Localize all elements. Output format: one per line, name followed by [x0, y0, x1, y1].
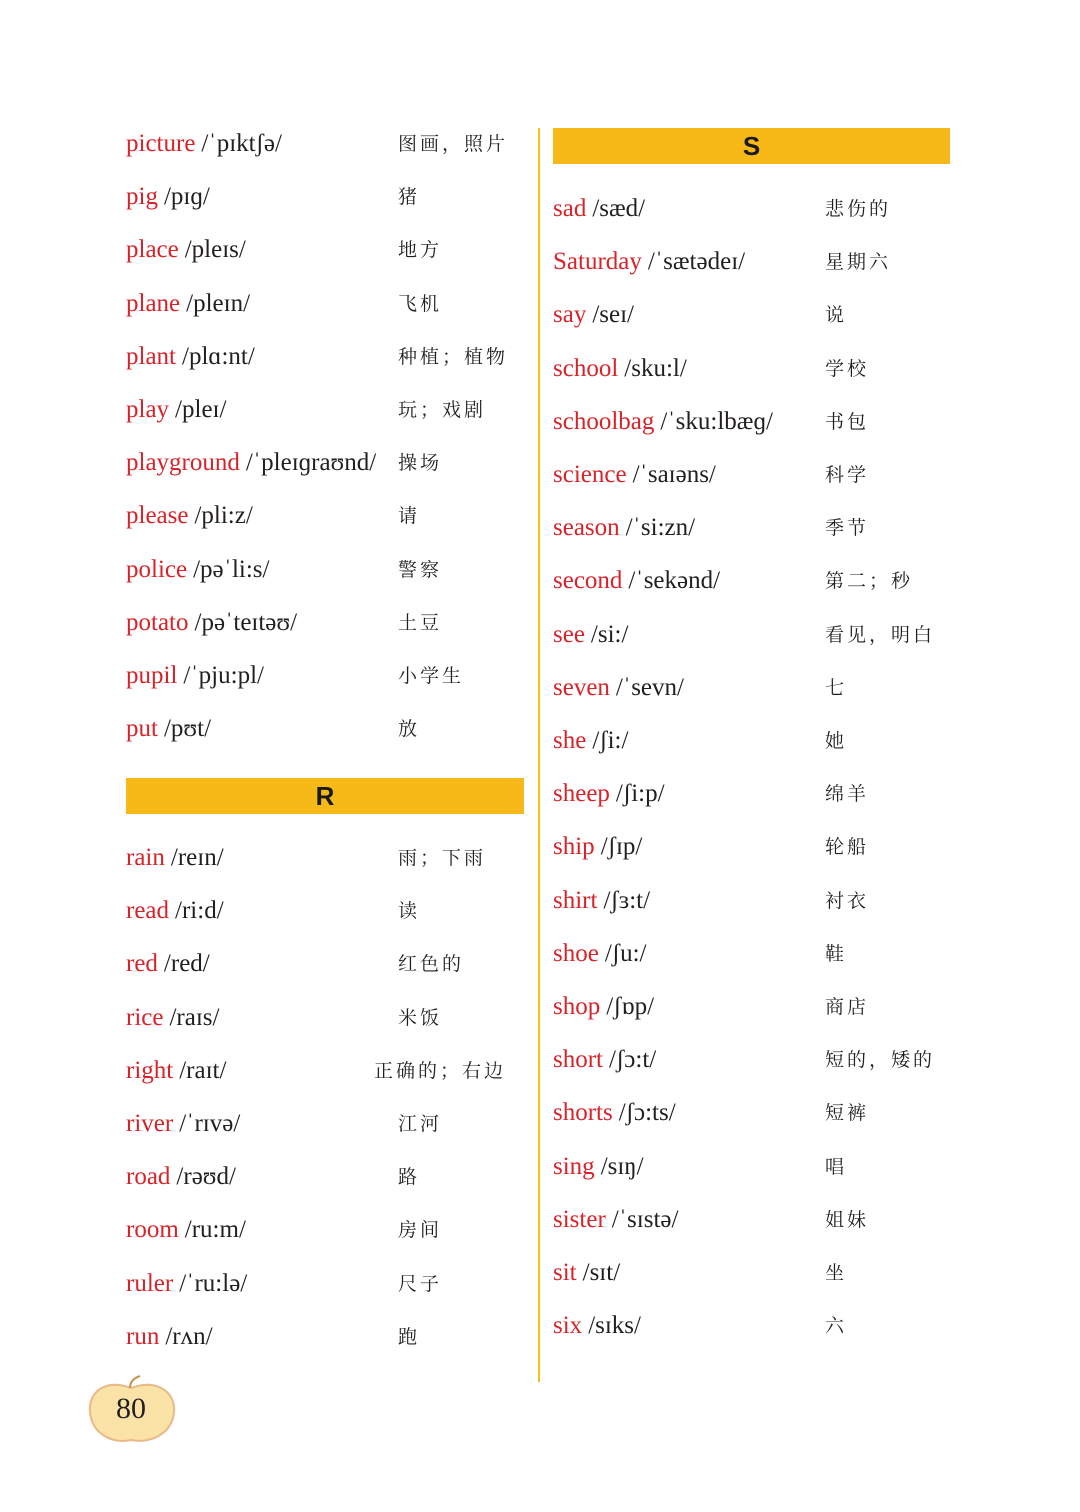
entry-phonetic: /raɪs/: [169, 1003, 220, 1031]
entry-meaning: 星期六: [825, 251, 892, 274]
entry-word: sing: [553, 1152, 595, 1180]
entry-word: red: [126, 950, 158, 978]
entry-phonetic: /ˈsekənd/: [628, 567, 721, 595]
entry-word: put: [126, 715, 158, 743]
entry-phonetic: /ˈpleɪɡraʊnd/: [245, 449, 377, 477]
entry-word: potato: [126, 608, 189, 636]
vocab-entry: [553, 349, 953, 389]
entry-word: schoolbag: [553, 407, 655, 435]
entry-word: sheep: [553, 780, 610, 808]
entry-meaning: 坐: [825, 1262, 848, 1284]
entry-phonetic: /red/: [163, 950, 210, 978]
entry-meaning: 地方: [398, 239, 443, 262]
entry-word: second: [553, 567, 623, 595]
entry-meaning: 轮船: [825, 836, 870, 859]
entry-meaning: 悲伤的: [825, 198, 892, 220]
vocab-entry: [553, 1040, 953, 1080]
entry-word: ruler: [126, 1269, 174, 1297]
vocab-entry: [553, 508, 953, 548]
entry-meaning: 商店: [825, 996, 870, 1018]
entry-phonetic: /ˈsku:lbæɡ/: [660, 407, 773, 435]
entry-phonetic: /ʃi:p/: [615, 780, 665, 808]
entry-word: short: [553, 1046, 603, 1074]
entry-meaning: 第二；秒: [825, 570, 914, 593]
vocab-entry: [126, 284, 526, 324]
entry-word: pig: [126, 183, 158, 211]
vocab-entry: [126, 838, 526, 878]
vocab-entry: [126, 944, 526, 984]
entry-meaning: 六: [825, 1315, 848, 1338]
entry-phonetic: /rəʊd/: [176, 1163, 236, 1191]
entry-word: rice: [126, 1003, 164, 1031]
entry-phonetic: /pʊt/: [163, 715, 212, 743]
page-number-badge: [86, 1374, 176, 1446]
entry-word: river: [126, 1110, 174, 1137]
vocab-entry: [553, 987, 953, 1027]
entry-word: sad: [553, 195, 587, 222]
entry-meaning: 正确的；右边: [374, 1059, 507, 1082]
vocab-entry: [126, 1051, 526, 1091]
vocab-entry: [553, 242, 953, 282]
entry-meaning: 她: [825, 730, 848, 752]
vocab-entry: [126, 891, 526, 931]
vocab-entry: [553, 881, 953, 921]
vocab-entry: [126, 603, 526, 643]
entry-phonetic: /ˈpju:pl/: [183, 662, 264, 689]
entry-phonetic: /ri:d/: [175, 897, 224, 925]
vocab-entry: [126, 1210, 526, 1250]
entry-word: run: [126, 1322, 160, 1350]
entry-word: see: [553, 620, 585, 648]
entry-word: plane: [126, 289, 181, 317]
vocab-entry: [126, 1264, 526, 1304]
entry-meaning: 唱: [825, 1155, 848, 1178]
vocab-entry: [126, 998, 526, 1038]
entry-phonetic: /pəˈteɪtəʊ/: [194, 608, 298, 636]
entry-meaning: 种植；植物: [398, 345, 509, 368]
entry-meaning: 操场: [398, 452, 443, 475]
entry-meaning: 鞋: [825, 942, 848, 965]
entry-word: Saturday: [553, 248, 642, 276]
vocab-entry: [126, 656, 526, 696]
entry-meaning: 绵羊: [825, 783, 870, 806]
column-divider: [538, 128, 540, 1382]
vocab-entry: [126, 443, 526, 483]
vocab-entry: [126, 124, 526, 164]
vocab-entry: [553, 1093, 953, 1133]
entry-phonetic: /ʃi:/: [592, 727, 629, 754]
entry-phonetic: /ˈpɪktʃə/: [201, 130, 282, 157]
vocab-entry: [126, 496, 526, 536]
entry-meaning: 放: [398, 718, 421, 741]
entry-word: sister: [553, 1205, 606, 1233]
entry-phonetic: /ˈsɪstə/: [611, 1205, 679, 1233]
entry-meaning: 飞机: [398, 292, 443, 315]
entry-meaning: 房间: [398, 1219, 443, 1242]
vocab-entry: [553, 189, 953, 229]
vocab-entry: [553, 561, 953, 601]
entry-meaning: 雨；下雨: [398, 847, 487, 869]
entry-phonetic: /reɪn/: [170, 844, 224, 871]
entry-word: shirt: [553, 886, 598, 914]
entry-meaning: 跑: [398, 1325, 421, 1348]
entry-word: say: [553, 301, 587, 329]
entry-meaning: 小学生: [398, 665, 465, 687]
entry-phonetic: /ʃɪp/: [600, 833, 643, 861]
vocab-entry: [553, 934, 953, 974]
entry-phonetic: /rʌn/: [165, 1322, 213, 1350]
page-number: 80: [116, 1392, 146, 1425]
vocab-entry: [553, 1200, 953, 1240]
entry-meaning: 书包: [825, 410, 870, 433]
entry-word: season: [553, 514, 620, 542]
entry-phonetic: /sɪt/: [582, 1259, 621, 1286]
entry-word: picture: [126, 130, 196, 157]
entry-meaning: 猪: [398, 186, 421, 209]
entry-word: seven: [553, 673, 610, 701]
entry-word: shoe: [553, 939, 599, 967]
entry-meaning: 季节: [825, 517, 870, 540]
entry-meaning: 请: [398, 505, 421, 528]
section-header-r: R: [126, 778, 524, 814]
entry-word: please: [126, 502, 189, 530]
entry-word: room: [126, 1216, 179, 1244]
vocab-entry: [553, 402, 953, 442]
entry-meaning: 看见，明白: [825, 623, 936, 646]
vocab-entry: [126, 550, 526, 590]
entry-word: play: [126, 396, 170, 423]
entry-phonetic: /ˈsaɪəns/: [632, 461, 716, 488]
entry-meaning: 玩；戏剧: [398, 399, 487, 421]
entry-word: shop: [553, 993, 601, 1020]
entry-meaning: 土豆: [398, 611, 443, 634]
entry-phonetic: /ˈsi:zn/: [625, 514, 696, 542]
entry-word: road: [126, 1163, 171, 1191]
entry-phonetic: /ʃɔ:ts/: [618, 1099, 676, 1127]
entry-phonetic: /pli:z/: [194, 502, 253, 530]
entry-word: read: [126, 897, 170, 925]
entry-meaning: 短的，矮的: [825, 1049, 936, 1072]
vocab-entry: [553, 455, 953, 495]
vocab-entry: [553, 721, 953, 761]
entry-phonetic: /ʃɒp/: [606, 993, 655, 1020]
vocab-entry: [553, 1253, 953, 1293]
entry-word: she: [553, 727, 587, 754]
vocab-entry: [126, 1317, 526, 1357]
entry-phonetic: /ʃɜ:t/: [603, 886, 651, 914]
entry-phonetic: /pleɪn/: [186, 289, 251, 317]
entry-word: school: [553, 354, 619, 382]
vocab-entry: [553, 295, 953, 335]
entry-phonetic: /pɪɡ/: [163, 183, 210, 211]
entry-phonetic: /si:/: [590, 620, 629, 648]
vocab-entry: [126, 1104, 526, 1144]
entry-phonetic: /ʃɔ:t/: [609, 1046, 657, 1074]
entry-phonetic: /ˈru:lə/: [179, 1269, 248, 1297]
entry-word: plant: [126, 342, 176, 370]
vocab-entry: [553, 827, 953, 867]
entry-phonetic: /pleɪs/: [184, 236, 246, 264]
entry-phonetic: /sɪŋ/: [600, 1152, 644, 1180]
entry-phonetic: /plɑ:nt/: [182, 342, 255, 370]
entry-word: sit: [553, 1259, 577, 1286]
entry-phonetic: /sæd/: [592, 195, 646, 222]
entry-meaning: 读: [398, 900, 421, 923]
entry-meaning: 科学: [825, 464, 870, 486]
entry-phonetic: /pəˈli:s/: [193, 555, 270, 583]
entry-word: ship: [553, 833, 595, 861]
entry-word: rain: [126, 844, 165, 871]
entry-meaning: 七: [825, 676, 848, 699]
entry-word: police: [126, 555, 188, 583]
vocab-entry: [126, 390, 526, 430]
vocab-entry: [126, 177, 526, 217]
section-header-s: S: [553, 128, 950, 164]
entry-phonetic: /ru:m/: [184, 1216, 246, 1244]
vocab-entry: [553, 1306, 953, 1346]
entry-word: playground: [126, 449, 240, 477]
entry-meaning: 警察: [398, 558, 443, 581]
entry-word: place: [126, 236, 179, 264]
vocab-entry: [553, 615, 953, 655]
entry-phonetic: /sɪks/: [588, 1312, 641, 1340]
entry-meaning: 短裤: [825, 1102, 870, 1125]
entry-phonetic: /pleɪ/: [175, 396, 227, 423]
entry-phonetic: /ˈsevn/: [615, 673, 684, 701]
vocab-entry: [126, 230, 526, 270]
entry-word: shorts: [553, 1099, 613, 1127]
vocab-entry: [553, 774, 953, 814]
entry-meaning: 说: [825, 304, 848, 327]
vocab-entry: [126, 337, 526, 377]
entry-phonetic: /ˈrɪvə/: [179, 1110, 241, 1137]
entry-meaning: 图画，照片: [398, 133, 509, 155]
vocab-entry: [126, 709, 526, 749]
entry-meaning: 米饭: [398, 1006, 443, 1029]
entry-word: science: [553, 461, 627, 488]
entry-meaning: 江河: [398, 1113, 443, 1135]
entry-word: six: [553, 1312, 583, 1340]
entry-phonetic: /seɪ/: [592, 301, 634, 329]
entry-word: right: [126, 1056, 174, 1084]
vocab-entry: [126, 1157, 526, 1197]
entry-meaning: 学校: [825, 357, 870, 380]
vocab-entry: [553, 1147, 953, 1187]
entry-phonetic: /sku:l/: [624, 354, 687, 382]
entry-meaning: 尺子: [398, 1272, 443, 1295]
entry-phonetic: /ˈsætədeɪ/: [647, 248, 746, 276]
entry-meaning: 姐妹: [825, 1208, 870, 1231]
entry-meaning: 路: [398, 1166, 421, 1189]
entry-meaning: 衬衣: [825, 889, 870, 912]
entry-meaning: 红色的: [398, 953, 465, 976]
entry-word: pupil: [126, 662, 178, 689]
vocab-entry: [553, 668, 953, 708]
entry-phonetic: /ʃu:/: [604, 939, 647, 967]
entry-phonetic: /raɪt/: [179, 1056, 227, 1084]
